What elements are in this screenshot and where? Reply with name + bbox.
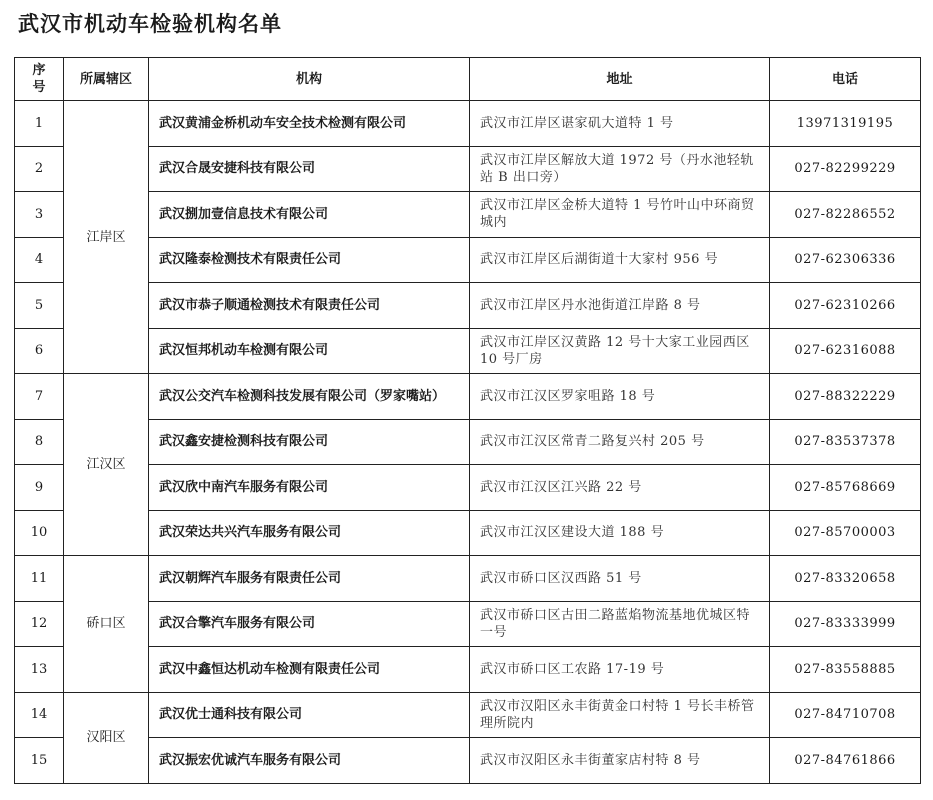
- org-address: 武汉市江汉区罗家咀路 18 号: [470, 374, 770, 420]
- table-row: [15, 556, 921, 602]
- org-name: 武汉荣达共兴汽车服务有限公司: [149, 510, 470, 556]
- org-address: 武汉市江岸区解放大道 1972 号（丹水池轻轨站 B 出口旁）: [470, 146, 770, 192]
- org-address: 武汉市江汉区建设大道 188 号: [470, 510, 770, 556]
- org-name: 武汉恒邦机动车检测有限公司: [149, 328, 470, 374]
- org-phone: 027-85768669: [770, 465, 921, 511]
- row-number: 11: [15, 556, 64, 602]
- header-org: 机构: [149, 58, 470, 101]
- table-row: [15, 146, 921, 192]
- row-number: 6: [15, 328, 64, 374]
- org-name: 武汉黄浦金桥机动车安全技术检测有限公司: [149, 101, 470, 147]
- org-address: 武汉市硚口区古田二路蓝焰物流基地优城区特一号: [470, 601, 770, 647]
- org-phone: 027-82286552: [770, 192, 921, 238]
- district-cell: 江汉区: [64, 374, 149, 556]
- table-row: [15, 510, 921, 556]
- header-district: 所属辖区: [64, 58, 149, 101]
- org-name: 武汉优士通科技有限公司: [149, 692, 470, 738]
- org-phone: 027-62306336: [770, 237, 921, 283]
- header-no: 序号: [15, 58, 64, 101]
- row-number: 8: [15, 419, 64, 465]
- org-address: 武汉市江汉区常青二路复兴村 205 号: [470, 419, 770, 465]
- row-number: 3: [15, 192, 64, 238]
- org-name: 武汉朝辉汽车服务有限责任公司: [149, 556, 470, 602]
- org-phone: 027-88322229: [770, 374, 921, 420]
- inspection-agency-table: [14, 57, 921, 784]
- org-name: 武汉隆泰检测技术有限责任公司: [149, 237, 470, 283]
- org-address: 武汉市江岸区后湖街道十大家村 956 号: [470, 237, 770, 283]
- org-name: 武汉合擎汽车服务有限公司: [149, 601, 470, 647]
- org-address: 武汉市汉阳区永丰街董家店村特 8 号: [470, 738, 770, 784]
- row-number: 9: [15, 465, 64, 511]
- org-phone: 13971319195: [770, 101, 921, 147]
- table-row: [15, 738, 921, 784]
- table-row: [15, 647, 921, 693]
- district-cell: 江岸区: [64, 101, 149, 374]
- row-number: 15: [15, 738, 64, 784]
- table-row: [15, 101, 921, 147]
- org-name: 武汉振宏优诚汽车服务有限公司: [149, 738, 470, 784]
- table-header-row: [15, 58, 921, 101]
- table-row: [15, 465, 921, 511]
- org-name: 武汉鑫安捷检测科技有限公司: [149, 419, 470, 465]
- row-number: 13: [15, 647, 64, 693]
- table-row: [15, 374, 921, 420]
- org-address: 武汉市汉阳区永丰街黄金口村特 1 号长丰桥管理所院内: [470, 692, 770, 738]
- org-phone: 027-83558885: [770, 647, 921, 693]
- district-cell: 硚口区: [64, 556, 149, 693]
- org-name: 武汉捌加壹信息技术有限公司: [149, 192, 470, 238]
- row-number: 10: [15, 510, 64, 556]
- header-phone: 电话: [770, 58, 921, 101]
- org-address: 武汉市江岸区金桥大道特 1 号竹叶山中环商贸城内: [470, 192, 770, 238]
- org-phone: 027-83333999: [770, 601, 921, 647]
- org-phone: 027-62310266: [770, 283, 921, 329]
- org-name: 武汉公交汽车检测科技发展有限公司（罗家嘴站）: [149, 374, 470, 420]
- district-cell: 汉阳区: [64, 692, 149, 783]
- org-name: 武汉欣中南汽车服务有限公司: [149, 465, 470, 511]
- table-row: [15, 192, 921, 238]
- row-number: 5: [15, 283, 64, 329]
- table-row: [15, 283, 921, 329]
- table-row: [15, 328, 921, 374]
- page-title: 武汉市机动车检验机构名单: [18, 11, 282, 36]
- row-number: 2: [15, 146, 64, 192]
- org-name: 武汉合晟安捷科技有限公司: [149, 146, 470, 192]
- table-row: [15, 419, 921, 465]
- org-address: 武汉市硚口区汉西路 51 号: [470, 556, 770, 602]
- org-phone: 027-62316088: [770, 328, 921, 374]
- header-address: 地址: [470, 58, 770, 101]
- row-number: 4: [15, 237, 64, 283]
- row-number: 7: [15, 374, 64, 420]
- org-phone: 027-84710708: [770, 692, 921, 738]
- table-row: [15, 601, 921, 647]
- org-phone: 027-84761866: [770, 738, 921, 784]
- table-row: [15, 692, 921, 738]
- org-phone: 027-83537378: [770, 419, 921, 465]
- org-phone: 027-82299229: [770, 146, 921, 192]
- row-number: 14: [15, 692, 64, 738]
- org-address: 武汉市江岸区丹水池街道江岸路 8 号: [470, 283, 770, 329]
- table-row: [15, 237, 921, 283]
- org-phone: 027-85700003: [770, 510, 921, 556]
- org-address: 武汉市江岸区汉黄路 12 号十大家工业园西区 10 号厂房: [470, 328, 770, 374]
- org-address: 武汉市硚口区工农路 17-19 号: [470, 647, 770, 693]
- org-name: 武汉市恭子顺通检测技术有限责任公司: [149, 283, 470, 329]
- org-address: 武汉市江汉区江兴路 22 号: [470, 465, 770, 511]
- org-address: 武汉市江岸区谌家矶大道特 1 号: [470, 101, 770, 147]
- row-number: 1: [15, 101, 64, 147]
- org-phone: 027-83320658: [770, 556, 921, 602]
- row-number: 12: [15, 601, 64, 647]
- org-name: 武汉中鑫恒达机动车检测有限责任公司: [149, 647, 470, 693]
